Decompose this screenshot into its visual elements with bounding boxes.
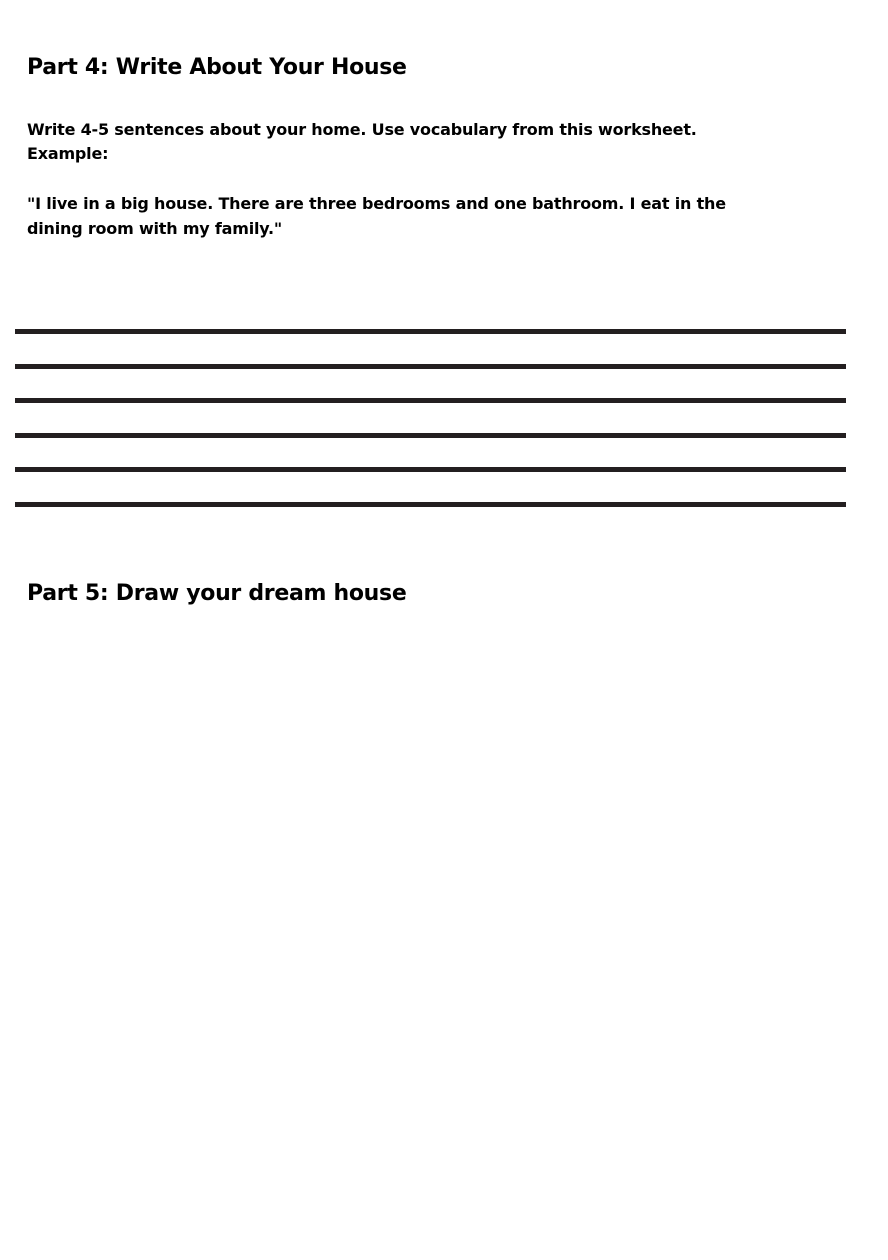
writing-line[interactable] xyxy=(15,502,846,507)
instruction-text: Write 4-5 sentences about your home. Use vocabulary from this worksheet. xyxy=(27,120,697,139)
writing-lines[interactable] xyxy=(15,329,846,511)
writing-line[interactable] xyxy=(15,364,846,369)
part4-instructions xyxy=(27,118,747,166)
writing-line[interactable] xyxy=(15,329,846,334)
writing-line[interactable] xyxy=(15,433,846,438)
writing-line[interactable] xyxy=(15,467,846,472)
part4-heading: Part 4: Write About Your House xyxy=(27,55,407,80)
example-sentence: "I live in a big house. There are three bedrooms and one bathroom. I eat in the dining room with my family." xyxy=(27,194,726,238)
writing-line[interactable] xyxy=(15,398,846,403)
part5-heading: Part 5: Draw your dream house xyxy=(27,581,407,606)
example-label: Example: xyxy=(27,144,109,163)
